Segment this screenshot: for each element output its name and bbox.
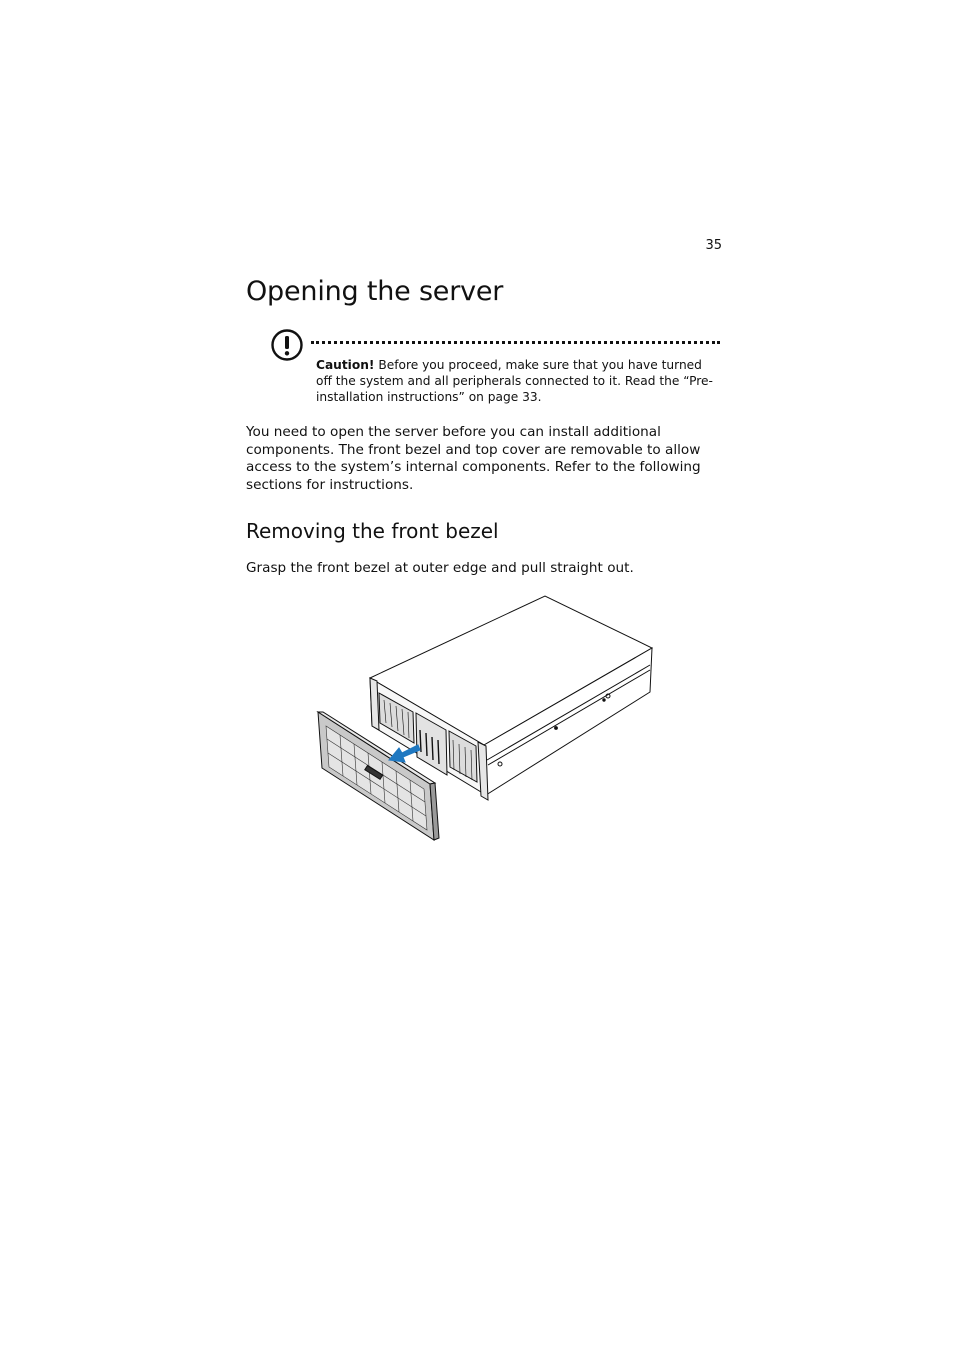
caution-icon [270, 328, 304, 362]
instruction-text: Grasp the front bezel at outer edge and pull straight out. [246, 560, 634, 576]
caution-divider [311, 341, 720, 344]
server-bezel-illustration [310, 590, 660, 845]
caution-note [316, 357, 716, 405]
page-title: Opening the server [246, 276, 504, 307]
intro-paragraph: You need to open the server before you can install additional components. The front bezel and top cover are removable to allow access to the system’s internal components. Refer to the following sections for instructions. [246, 424, 701, 493]
page-number: 35 [705, 238, 722, 253]
caution-label: Caution! [316, 358, 375, 372]
section-title: Removing the front bezel [246, 519, 499, 543]
caution-body: Before you proceed, make sure that you have turned off the system and all peripherals connected to it. Read the “Pre-installation instructions” on page 33. [316, 358, 713, 404]
